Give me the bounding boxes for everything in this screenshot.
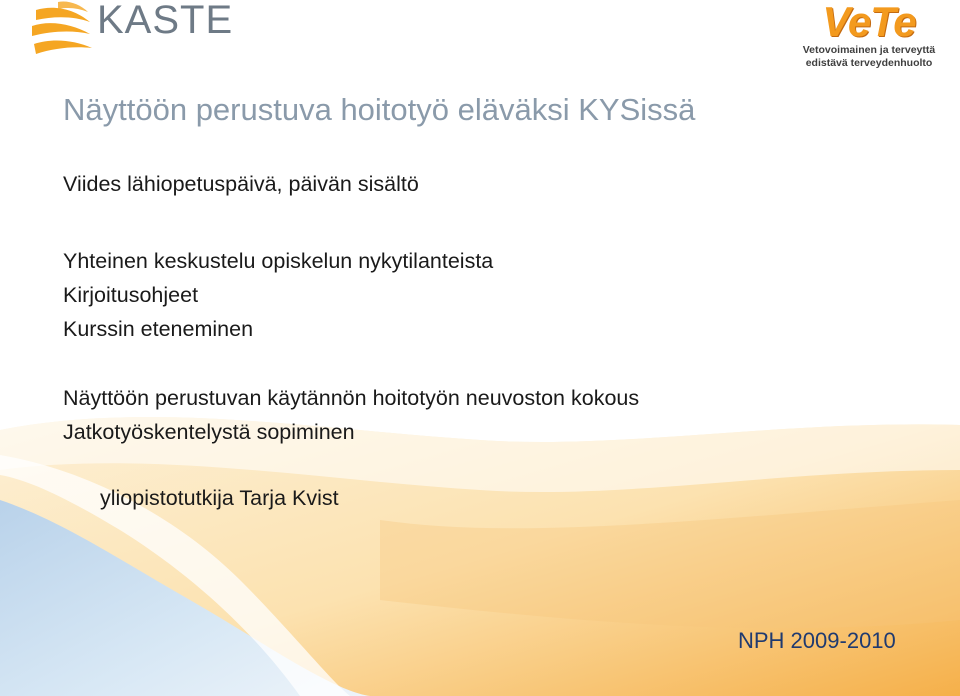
- vete-logo-text: VeTe: [822, 0, 916, 45]
- content-item: Jatkotyöskentelystä sopiminen: [63, 420, 355, 444]
- kaste-logo-text: KASTE: [97, 0, 234, 42]
- content-item: Näyttöön perustuvan käytännön hoitotyön neuvoston kokous: [63, 386, 640, 410]
- footer-label: NPH 2009-2010: [738, 628, 896, 653]
- content-item: Kurssin eteneminen: [63, 317, 254, 341]
- content-item: Kirjoitusohjeet: [63, 283, 199, 307]
- vete-tagline-1: Vetovoimainen ja terveyttä: [802, 44, 936, 56]
- author-name: yliopistotutkija Tarja Kvist: [100, 486, 339, 510]
- vete-tagline-2: edistävä terveydenhuolto: [805, 57, 933, 69]
- slide-title: Näyttöön perustuva hoitotyö eläväksi KYSissä: [63, 92, 696, 127]
- vete-logo: [794, 0, 944, 70]
- subtitle: Viides lähiopetuspäivä, päivän sisältö: [63, 172, 419, 196]
- content-item: Yhteinen keskustelu opiskelun nykytilanteista: [63, 249, 494, 273]
